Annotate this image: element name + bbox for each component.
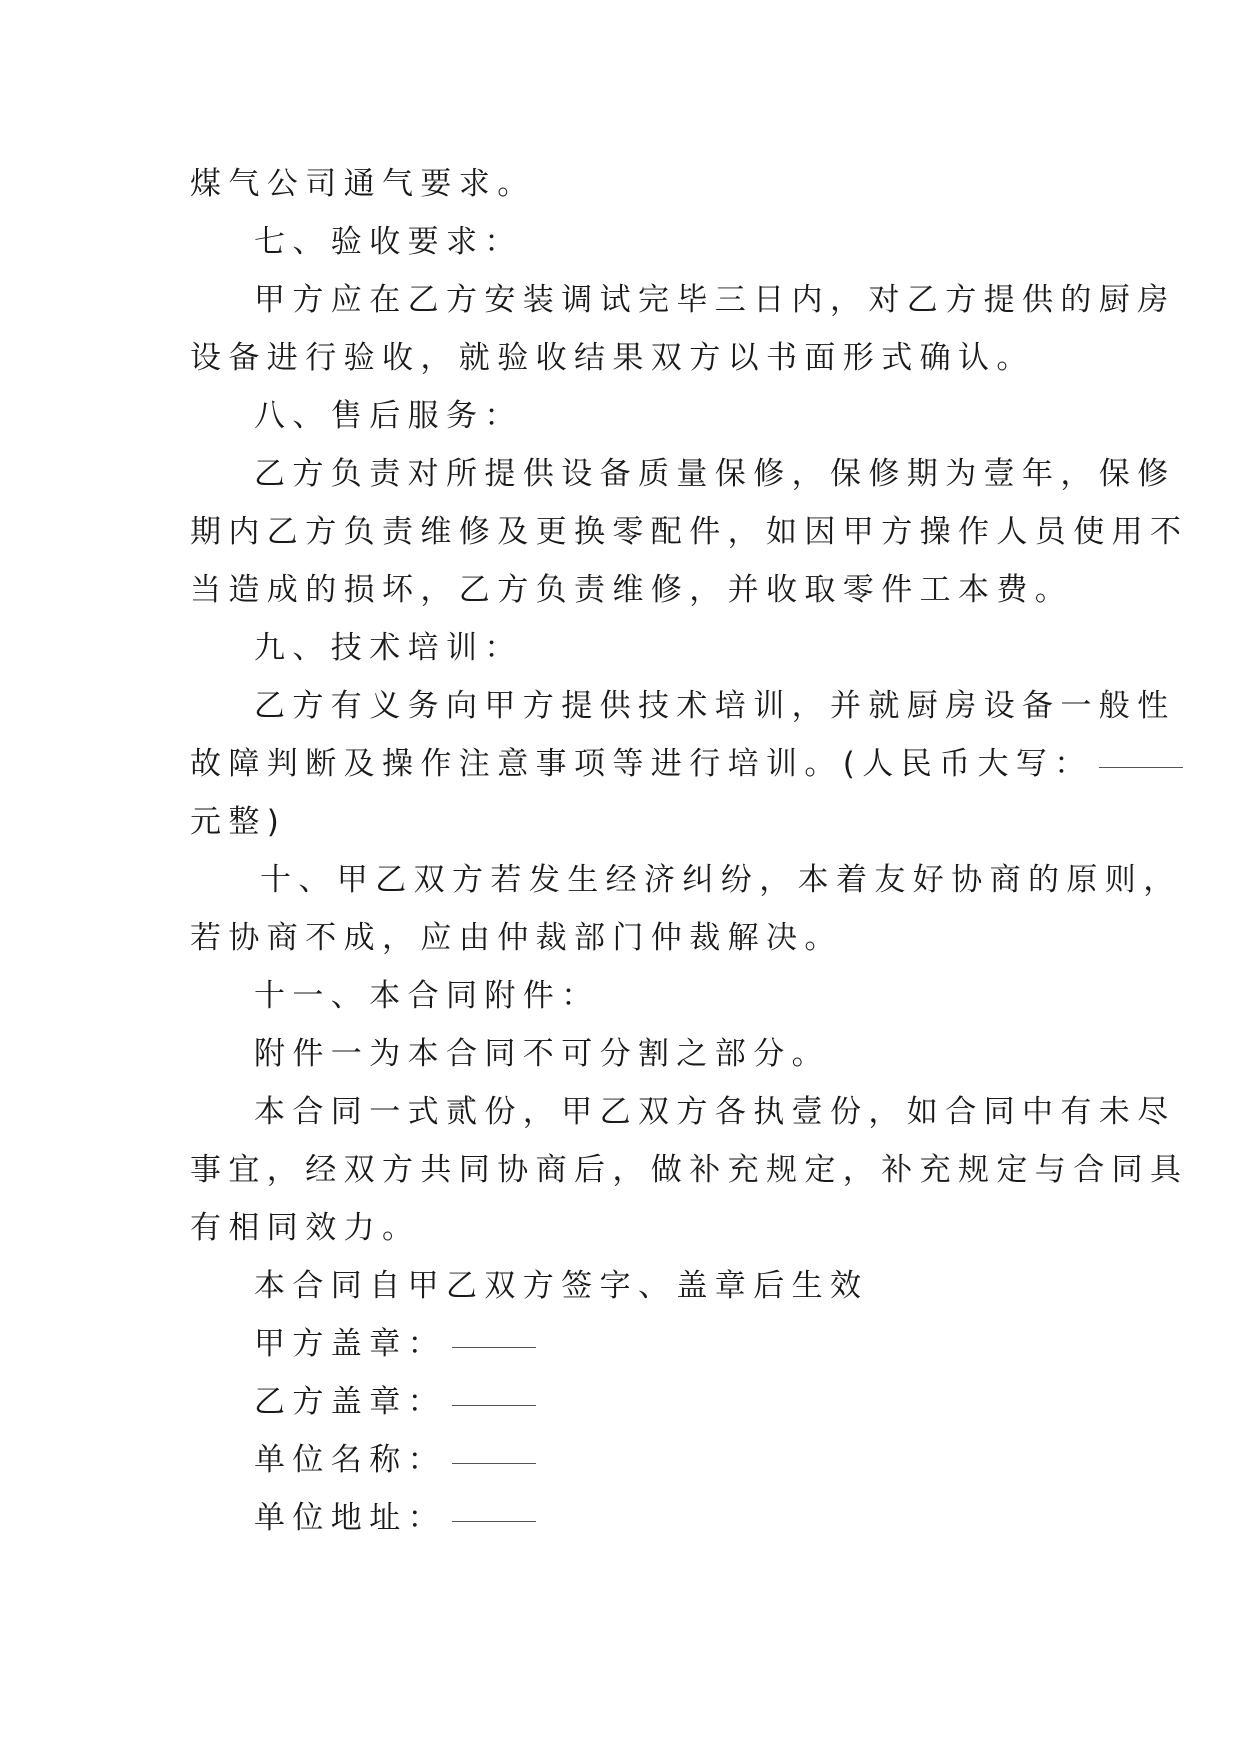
section-heading-acceptance bbox=[190, 213, 1050, 271]
party-b-seal-blank[interactable] bbox=[452, 1395, 536, 1406]
field-label: 甲方盖章： bbox=[254, 1326, 446, 1362]
field-label: 单位名称： bbox=[254, 1442, 446, 1478]
unit-name-blank[interactable] bbox=[452, 1453, 536, 1464]
text-line-effective bbox=[190, 1257, 1050, 1315]
line-text: 有相同效力。 bbox=[190, 1210, 421, 1246]
unit-address-blank[interactable] bbox=[452, 1511, 536, 1522]
text-line bbox=[190, 1025, 1050, 1083]
party-a-seal-blank[interactable] bbox=[452, 1337, 536, 1348]
line-text: 甲方应在乙方安装调试完毕三日内，对乙方提供的厨房 bbox=[254, 282, 1176, 318]
text-line bbox=[190, 1083, 1176, 1141]
section-heading-disputes bbox=[190, 851, 1182, 909]
line-text: 故障判断及操作注意事项等进行培训。(人民币大写： bbox=[190, 746, 1093, 782]
line-text: 乙方负责对所提供设备质量保修，保修期为壹年，保修 bbox=[254, 456, 1176, 492]
line-text: 本合同自甲乙双方签字、盖章后生效 bbox=[254, 1268, 869, 1304]
section-heading-training bbox=[190, 619, 1050, 677]
text-line bbox=[190, 735, 1093, 793]
unit-address-field bbox=[190, 1489, 1050, 1547]
text-line bbox=[190, 1199, 1050, 1257]
line-text: 十、甲乙双方若发生经济纠纷，本着友好协商的原则， bbox=[260, 862, 1182, 898]
line-text: 八、售后服务： bbox=[254, 398, 523, 434]
contract-page bbox=[190, 155, 1189, 1547]
line-text: 设备进行验收，就验收结果双方以书面形式确认。 bbox=[190, 340, 1035, 376]
line-text: 煤气公司通气要求。 bbox=[190, 166, 536, 202]
text-line bbox=[190, 503, 1189, 561]
field-label: 乙方盖章： bbox=[254, 1384, 446, 1420]
text-line bbox=[190, 271, 1176, 329]
signature-party-b bbox=[190, 1373, 1050, 1431]
unit-name-field bbox=[190, 1431, 1050, 1489]
line-text: 七、验收要求： bbox=[254, 224, 523, 260]
line-text: 本合同一式贰份，甲乙双方各执壹份，如合同中有未尽 bbox=[254, 1094, 1176, 1130]
signature-party-a bbox=[190, 1315, 1050, 1373]
section-heading-after-sales bbox=[190, 387, 1050, 445]
amount-blank[interactable] bbox=[1099, 757, 1183, 768]
line-text: 九、技术培训： bbox=[254, 630, 523, 666]
line-text: 期内乙方负责维修及更换零配件，如因甲方操作人员使用不 bbox=[190, 514, 1189, 550]
text-line bbox=[190, 1141, 1189, 1199]
text-line bbox=[190, 445, 1176, 503]
line-text: 附件一为本合同不可分割之部分。 bbox=[254, 1036, 830, 1072]
line-text: 当造成的损坏，乙方负责维修，并收取零件工本费。 bbox=[190, 572, 1074, 608]
text-line-gas-requirement bbox=[190, 155, 1050, 213]
line-text: 元整) bbox=[190, 804, 287, 840]
line-text: 十一、本合同附件： bbox=[254, 978, 600, 1014]
text-line bbox=[190, 677, 1176, 735]
text-line bbox=[190, 329, 1050, 387]
section-heading-attachments bbox=[190, 967, 1050, 1025]
text-line bbox=[190, 561, 1074, 619]
text-line bbox=[190, 793, 1050, 851]
text-line bbox=[190, 909, 1050, 967]
line-text: 若协商不成，应由仲裁部门仲裁解决。 bbox=[190, 920, 843, 956]
line-text: 乙方有义务向甲方提供技术培训，并就厨房设备一般性 bbox=[254, 688, 1176, 724]
field-label: 单位地址： bbox=[254, 1500, 446, 1536]
line-text: 事宜，经双方共同协商后，做补充规定，补充规定与合同具 bbox=[190, 1152, 1189, 1188]
